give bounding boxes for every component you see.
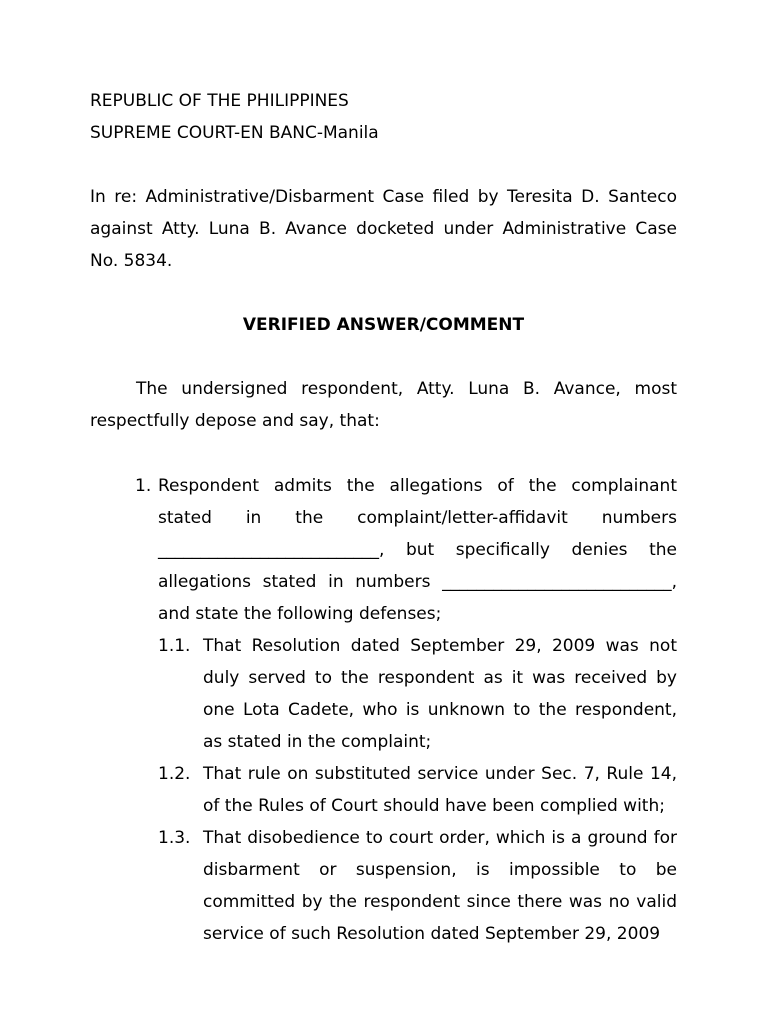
numbered-list (90, 470, 677, 950)
blank-line-denied: ___________________________ (442, 572, 672, 592)
list-item-text: That rule on substituted service under Sec. 7, Rule 14, of the Rules of Court should have been complied with; (203, 764, 677, 816)
list-item-1-1 (90, 630, 677, 758)
list-item-1 (90, 470, 677, 630)
list-item-text: That disobedience to court order, which is a ground for disbarment or suspension, is impossible to be committed by the respondent since there was no valid service of such Resolution dated September 29, 2009 (203, 828, 677, 944)
blank-line-admitted: __________________________ (158, 540, 379, 560)
list-item-number: 1.1. (158, 636, 191, 656)
case-caption: In re: Administrative/Disbarment Case filed by Teresita D. Santeco against Atty. Luna B. Avance docketed under Administrative Case No. 5834. (90, 187, 677, 271)
header-republic: REPUBLIC OF THE PHILIPPINES (90, 91, 349, 111)
list-item-1-2 (90, 758, 677, 822)
court-header (90, 85, 677, 149)
item1-text-b: , but specifically denies the allegations stated in numbers (158, 540, 677, 592)
item1-text-a: Respondent admits the allegations of the complainant stated in the complaint/letter-affidavit numbers (158, 476, 677, 528)
list-item-number: 1.2. (158, 764, 191, 784)
item1-text-c: , and state the following defenses; (158, 572, 677, 624)
list-item-text: That Resolution dated September 29, 2009 was not duly served to the respondent as it was received by one Lota Cadete, who is unknown to the respondent, as stated in the complaint; (203, 636, 677, 752)
document-title: VERIFIED ANSWER/COMMENT (242, 315, 525, 335)
list-item-number: 1. (135, 476, 152, 496)
list-item-1-3 (90, 822, 677, 950)
list-item-number: 1.3. (158, 828, 191, 848)
intro-paragraph: The undersigned respondent, Atty. Luna B. Avance, most respectfully depose and say, that: (90, 379, 677, 431)
header-court: SUPREME COURT-EN BANC-Manila (90, 123, 379, 143)
